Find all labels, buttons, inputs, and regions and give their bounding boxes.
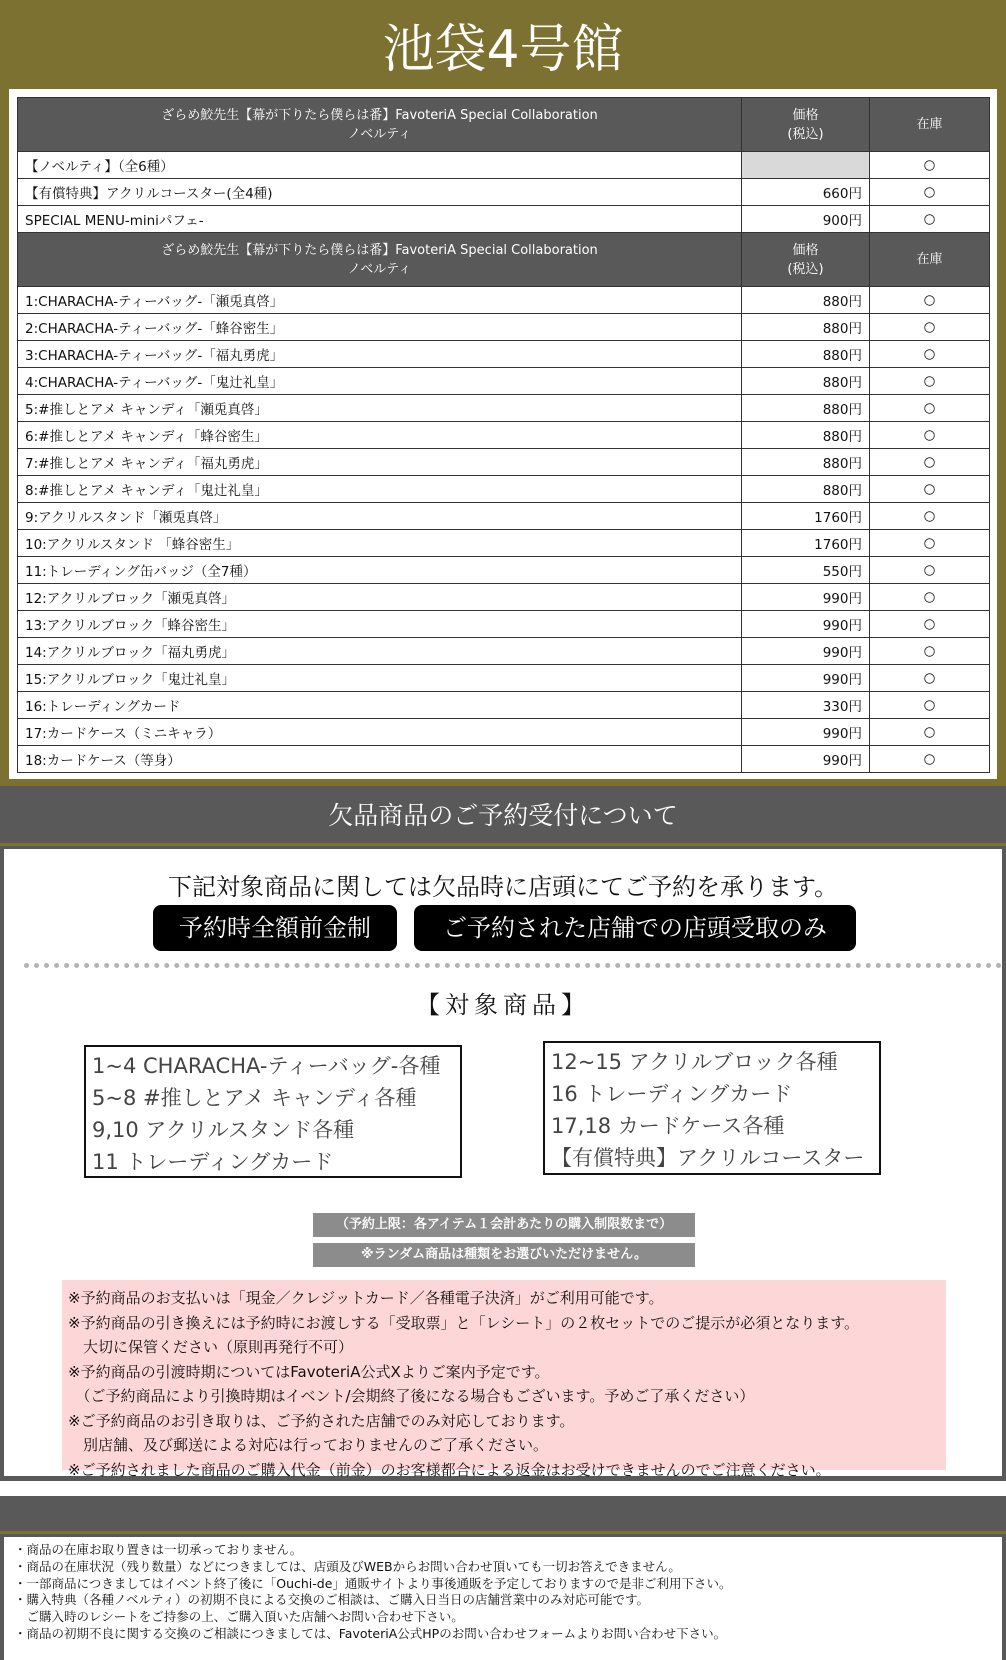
item-price: 1760円: [742, 530, 870, 557]
item-price: 990円: [742, 638, 870, 665]
table-row: [18, 395, 990, 422]
item-stock: ○: [870, 584, 990, 611]
stock-panel: [9, 89, 997, 779]
notice-line: ・購入特典（各種ノベルティ）の初期不良による交換のご相談は、ご購入日当日の店舗営業中のみ対応可能です。: [14, 1592, 650, 1608]
notice-line: ・商品の初期不良に関する交換のご相談につきましては、FavoteriA公式HPのお問い合わせフォームよりお問い合わせ下さい。: [14, 1625, 727, 1641]
item-stock: ○: [870, 152, 990, 179]
table-row: [18, 692, 990, 719]
item-price: 900円: [742, 206, 870, 233]
table-row: [18, 503, 990, 530]
item-price: 880円: [742, 314, 870, 341]
header-name: [18, 98, 742, 152]
item-price: 880円: [742, 287, 870, 314]
item-name: 1:CHARACHA-ティーバッグ-「瀬兎真啓」: [18, 287, 742, 314]
item-name: 18:カードケース（等身）: [18, 746, 742, 773]
item-price: 880円: [742, 449, 870, 476]
table-row: [18, 206, 990, 233]
notice-body: [4, 1537, 1002, 1660]
target-item: 11 トレーディングカード: [92, 1150, 334, 1174]
limit-note: （予約上限：各アイテム１会計あたりの購入制限数まで）: [313, 1213, 695, 1237]
item-name: 3:CHARACHA-ティーバッグ-「福丸勇虎」: [18, 341, 742, 368]
item-price: 990円: [742, 746, 870, 773]
item-name: 14:アクリルブロック「福丸勇虎」: [18, 638, 742, 665]
pickup-badge: ご予約された店舗での店頭受取のみ: [414, 905, 856, 951]
header-price-line1: 価格: [792, 242, 819, 258]
notice-line: ・商品の在庫お取り置きは一切承っておりません。: [14, 1542, 303, 1557]
item-stock: ○: [870, 179, 990, 206]
stock-table: [17, 97, 990, 773]
item-name: 10:アクリルスタンド 「蜂谷密生」: [18, 530, 742, 557]
item-stock: ○: [870, 206, 990, 233]
item-price: 330円: [742, 692, 870, 719]
reservation-lead: 下記対象商品に関しては欠品時に店頭にてご予約を承ります。: [167, 873, 839, 901]
item-price: 880円: [742, 368, 870, 395]
table-row: [18, 530, 990, 557]
table-row: [18, 665, 990, 692]
item-stock: ○: [870, 476, 990, 503]
item-price: 880円: [742, 476, 870, 503]
target-item: 12~15 アクリルブロック各種: [551, 1050, 838, 1074]
notice-section: [0, 1496, 1006, 1660]
table-row: [18, 719, 990, 746]
item-name: 【ノベルティ】（全6種）: [18, 152, 742, 179]
item-name: 17:カードケース（ミニキャラ）: [18, 719, 742, 746]
target-products-title: 【対象商品】: [416, 991, 590, 1019]
note-line: ※予約商品のお支払いは「現金／クレジットカード／各種電子決済」がご利用可能です。: [68, 1289, 664, 1307]
reservation-section: [0, 786, 1006, 1481]
item-name: 9:アクリルスタンド「瀬兎真啓」: [18, 503, 742, 530]
random-note: ※ランダム商品は種類をお選びいただけません。: [313, 1243, 695, 1267]
target-item: 5~8 #推しとアメ キャンディ各種: [92, 1086, 417, 1110]
item-stock: ○: [870, 503, 990, 530]
table-row: [18, 179, 990, 206]
item-name: 12:アクリルブロック「瀬兎真啓」: [18, 584, 742, 611]
table-row: [18, 314, 990, 341]
item-name: SPECIAL MENU-miniパフェ-: [18, 206, 742, 233]
item-price: 990円: [742, 584, 870, 611]
item-name: 13:アクリルブロック「蜂谷密生」: [18, 611, 742, 638]
item-stock: ○: [870, 692, 990, 719]
note-line: ※ご予約商品のお引き取りは、ご予約された店舗でのみ対応しております。: [68, 1411, 575, 1430]
header-name-line1: ざらめ鮫先生【幕が下りたら僕らは番】FavoteriA Special Collaboration: [161, 242, 598, 258]
notice-heading-bar: [0, 1496, 1006, 1534]
item-price: [742, 152, 870, 179]
item-stock: ○: [870, 719, 990, 746]
item-name: 4:CHARACHA-ティーバッグ-「鬼辻礼皇」: [18, 368, 742, 395]
table-row: [18, 449, 990, 476]
table-row: [18, 611, 990, 638]
prepay-badge: 予約時全額前金制: [153, 905, 397, 951]
item-name: 11:トレーディング缶バッジ（全7種）: [18, 557, 742, 584]
table-row: [18, 368, 990, 395]
target-item: 1~4 CHARACHA-ティーバッグ-各種: [92, 1054, 441, 1078]
table-row: [18, 746, 990, 773]
item-stock: ○: [870, 665, 990, 692]
item-price: 880円: [742, 422, 870, 449]
note-line: ※予約商品の引渡時期についてはFavoteriA公式Xよりご案内予定です。: [68, 1362, 550, 1381]
dotted-divider: [24, 963, 1002, 968]
header-name-line1: ざらめ鮫先生【幕が下りたら僕らは番】FavoteriA Special Collaboration: [161, 107, 598, 123]
item-stock: ○: [870, 638, 990, 665]
item-name: 【有償特典】アクリルコースター(全4種): [18, 179, 742, 206]
note-line: ※予約商品の引き換えには予約時にお渡しする「受取票」と「レシート」の２枚セットでのご提示が必須となります。: [68, 1313, 859, 1332]
item-stock: ○: [870, 557, 990, 584]
item-name: 16:トレーディングカード: [18, 692, 742, 719]
table-header-row: [18, 233, 990, 287]
reservation-body: [4, 849, 1002, 1479]
table-row: [18, 341, 990, 368]
table-header-row: [18, 98, 990, 152]
item-name: 15:アクリルブロック「鬼辻礼皇」: [18, 665, 742, 692]
header-stock: 在庫: [870, 233, 990, 287]
item-stock: ○: [870, 368, 990, 395]
table-row: [18, 476, 990, 503]
item-stock: ○: [870, 449, 990, 476]
item-price: 880円: [742, 341, 870, 368]
target-item: 17,18 カードケース各種: [551, 1114, 785, 1138]
note-line: 大切に保管ください（原則再発行不可）: [68, 1338, 354, 1356]
notice-line: ・商品の在庫状況（残り数量）などにつきましては、店頭及びWEBからお問い合わせ頂いても一切お答えできません。: [14, 1558, 681, 1574]
item-stock: ○: [870, 395, 990, 422]
header-stock: 在庫: [870, 98, 990, 152]
item-price: 550円: [742, 557, 870, 584]
table-row: [18, 422, 990, 449]
target-item: 9,10 アクリルスタンド各種: [92, 1118, 355, 1142]
header-name: [18, 233, 742, 287]
header-price-line1: 価格: [792, 107, 819, 123]
item-price: 990円: [742, 611, 870, 638]
header-price: [742, 233, 870, 287]
store-title: 池袋4号館: [382, 20, 624, 80]
item-stock: ○: [870, 341, 990, 368]
reservation-notes: [62, 1280, 946, 1479]
note-line: 別店舗、及び郵送による対応は行っておりませんのご了承ください。: [68, 1436, 549, 1454]
item-stock: ○: [870, 746, 990, 773]
item-stock: ○: [870, 287, 990, 314]
stock-section: [0, 0, 1006, 786]
notice-line: ・一部商品につきましてはイベント終了後に「Ouchi-de」通販サイトより事後通販を予定しておりますので是非ご利用下さい。: [14, 1575, 732, 1591]
target-list-right: [543, 1041, 881, 1175]
reservation-heading: 欠品商品のご予約受付について: [0, 786, 1006, 846]
table-row: [18, 557, 990, 584]
table-row: [18, 584, 990, 611]
item-name: 2:CHARACHA-ティーバッグ-「蜂谷密生」: [18, 314, 742, 341]
item-price: 990円: [742, 665, 870, 692]
item-price: 660円: [742, 179, 870, 206]
table-row: [18, 287, 990, 314]
header-price-line2: (税込): [787, 261, 824, 277]
notice-line: ご購入時のレシートをご持参の上、ご購入頂いた店舗へお問い合わせ下さい。: [14, 1609, 464, 1625]
item-name: 6:#推しとアメ キャンディ「蜂谷密生」: [18, 422, 742, 449]
item-stock: ○: [870, 611, 990, 638]
target-item: 16 トレーディングカード: [551, 1082, 793, 1106]
item-name: 5:#推しとアメ キャンディ「瀬兎真啓」: [18, 395, 742, 422]
table-row: [18, 638, 990, 665]
item-price: 880円: [742, 395, 870, 422]
header-price: [742, 98, 870, 152]
item-name: 7:#推しとアメ キャンディ「福丸勇虎」: [18, 449, 742, 476]
target-item: 【有償特典】アクリルコースター: [551, 1146, 865, 1170]
item-stock: ○: [870, 422, 990, 449]
note-line: （ご予約商品により引換時期はイベント/会期終了後になる場合もございます。予めご了承ください）: [68, 1387, 755, 1405]
note-line: ※ご予約されました商品のご購入代金（前金）のお客様都合による返金はお受けできませんのでご注意ください。: [68, 1460, 831, 1479]
header-name-line2: ノベルティ: [347, 261, 412, 277]
item-stock: ○: [870, 314, 990, 341]
item-price: 1760円: [742, 503, 870, 530]
header-name-line2: ノベルティ: [347, 126, 412, 142]
item-price: 990円: [742, 719, 870, 746]
table-row: [18, 152, 990, 179]
item-name: 8:#推しとアメ キャンディ「鬼辻礼皇」: [18, 476, 742, 503]
target-list-left: [84, 1045, 462, 1178]
item-stock: ○: [870, 530, 990, 557]
header-price-line2: (税込): [787, 126, 824, 142]
